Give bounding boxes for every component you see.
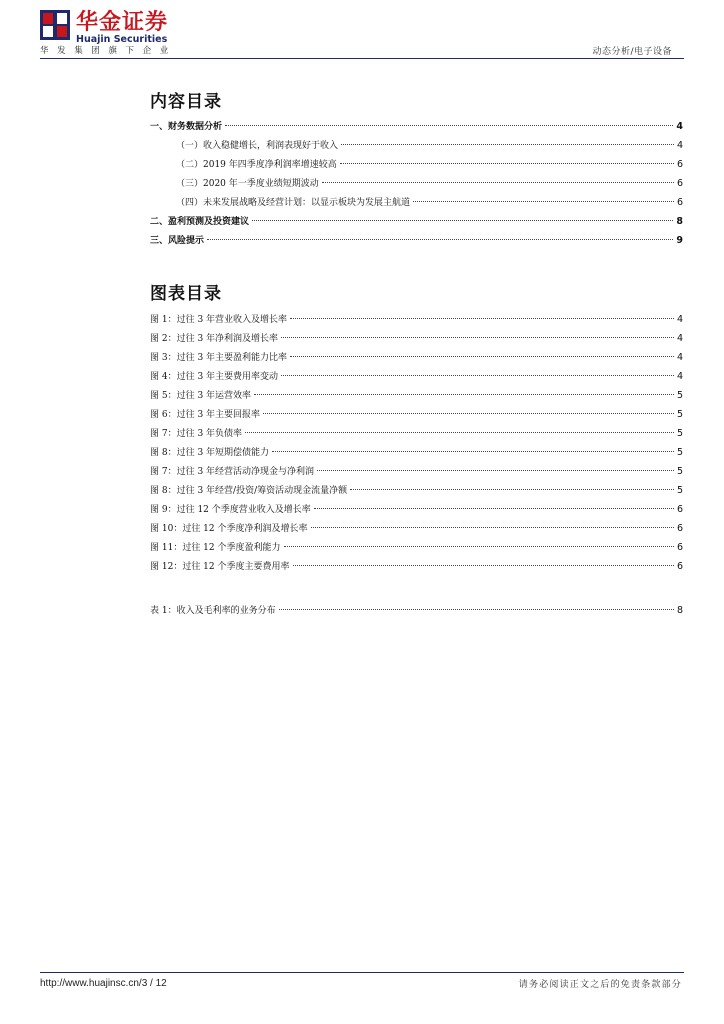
figure-entry-title: 图 1：过往 3 年营业收入及增长率: [150, 315, 288, 325]
toc-entry-1-1[interactable]: [150, 136, 683, 155]
figure-entry[interactable]: [150, 405, 683, 424]
toc-entry-title: （四）未来发展战略及经营计划：以显示板块为发展主航道: [176, 198, 411, 208]
figure-entry-title: 图 5：过往 3 年运营效率: [150, 391, 252, 401]
table-list: [150, 601, 683, 620]
dot-leader: [290, 318, 674, 319]
toc-entry-page: 4: [676, 121, 683, 132]
figure-entry-page: 5: [676, 428, 683, 439]
toc-entry-title: 三、风险提示: [150, 236, 205, 246]
figure-entry-page: 4: [676, 314, 683, 325]
dot-leader: [281, 375, 674, 376]
figure-entry-title: 图 8：过往 3 年短期偿债能力: [150, 448, 270, 458]
figure-entry[interactable]: [150, 443, 683, 462]
logo-chinese-name: 华金证券: [76, 10, 169, 35]
table-entry-title: 表 1：收入及毛利率的业务分布: [150, 606, 276, 616]
toc-entry-1-2[interactable]: [150, 155, 683, 174]
dot-leader: [281, 337, 674, 338]
dot-leader: [311, 527, 674, 528]
figure-entry-page: 5: [676, 466, 683, 477]
footer-divider: [40, 972, 684, 973]
figure-entry[interactable]: [150, 329, 683, 348]
dot-leader: [207, 239, 673, 240]
toc-entry-1[interactable]: [150, 117, 683, 136]
figure-entry[interactable]: [150, 310, 683, 329]
toc-entry-3[interactable]: [150, 231, 683, 250]
dot-leader: [263, 413, 674, 414]
toc-entry-1-3[interactable]: [150, 174, 683, 193]
figure-entry[interactable]: [150, 519, 683, 538]
figures-heading: 图表目录: [150, 284, 222, 304]
dot-leader: [284, 546, 674, 547]
figure-entry[interactable]: [150, 481, 683, 500]
figure-entry[interactable]: [150, 500, 683, 519]
dot-leader: [350, 489, 674, 490]
dot-leader: [340, 163, 674, 164]
toc-entry-page: 6: [676, 159, 683, 170]
figure-entry-page: 5: [676, 485, 683, 496]
figure-entry-title: 图 12：过往 12 个季度主要费用率: [150, 562, 290, 572]
figure-list: [150, 310, 683, 576]
toc-entry-title: （二）2019 年四季度净利润率增速较高: [176, 160, 337, 170]
figure-entry-title: 图 9：过往 12 个季度营业收入及增长率: [150, 505, 311, 515]
group-tagline: 华发集团旗下企业: [40, 46, 177, 56]
figure-entry-title: 图 8：过往 3 年经营/投资/筹资活动现金流量净额: [150, 486, 348, 496]
logo-english-name: Huajin Securities: [76, 34, 168, 45]
figure-entry-title: 图 7：过往 3 年经营活动净现金与净利润: [150, 467, 315, 477]
figure-entry-title: 图 7：过往 3 年负债率: [150, 429, 243, 439]
figure-entry-page: 4: [676, 371, 683, 382]
figure-entry[interactable]: [150, 557, 683, 576]
figure-entry-page: 5: [676, 390, 683, 401]
header-divider: [40, 58, 684, 59]
dot-leader: [290, 356, 674, 357]
dot-leader: [322, 182, 674, 183]
figure-entry-page: 6: [676, 542, 683, 553]
toc-heading: 内容目录: [150, 92, 222, 112]
toc-entry-title: 一、财务数据分析: [150, 122, 223, 132]
figure-entry[interactable]: [150, 367, 683, 386]
dot-leader: [293, 565, 674, 566]
figure-entry[interactable]: [150, 348, 683, 367]
toc-entry-page: 6: [676, 178, 683, 189]
figure-entry-page: 6: [676, 561, 683, 572]
figure-entry-page: 4: [676, 333, 683, 344]
dot-leader: [252, 220, 673, 221]
toc-entry-title: 二、盈利预测及投资建议: [150, 217, 250, 227]
dot-leader: [272, 451, 674, 452]
figure-entry-page: 5: [676, 447, 683, 458]
toc-entry-page: 9: [676, 235, 683, 246]
figure-entry-page: 6: [676, 523, 683, 534]
dot-leader: [254, 394, 674, 395]
figure-entry[interactable]: [150, 386, 683, 405]
dot-leader: [413, 201, 674, 202]
figure-entry[interactable]: [150, 424, 683, 443]
toc-entry-title: （三）2020 年一季度业绩短期波动: [176, 179, 319, 189]
dot-leader: [341, 144, 674, 145]
figure-entry-title: 图 11：过往 12 个季度盈利能力: [150, 543, 281, 553]
figure-entry-page: 5: [676, 409, 683, 420]
report-type-label: 动态分析/电子设备: [592, 47, 672, 57]
huajin-logo-icon: [40, 10, 70, 40]
figure-entry-page: 4: [676, 352, 683, 363]
dot-leader: [317, 470, 674, 471]
dot-leader: [279, 609, 674, 610]
toc-entry-page: 8: [676, 216, 683, 227]
table-entry[interactable]: [150, 601, 683, 620]
table-entry-page: 8: [676, 605, 683, 616]
figure-entry-title: 图 3：过往 3 年主要盈利能力比率: [150, 353, 288, 363]
disclaimer-note: 请务必阅读正文之后的免责条款部分: [518, 980, 682, 990]
figure-entry[interactable]: [150, 462, 683, 481]
figure-entry-page: 6: [676, 504, 683, 515]
dot-leader: [225, 125, 673, 126]
figure-entry-title: 图 6：过往 3 年主要回报率: [150, 410, 261, 420]
figure-entry-title: 图 4：过往 3 年主要费用率变动: [150, 372, 279, 382]
toc-list: [150, 117, 683, 250]
toc-entry-title: （一）收入稳健增长，利润表现好于收入: [176, 141, 339, 151]
toc-entry-page: 4: [676, 140, 683, 151]
figure-entry-title: 图 2：过往 3 年净利润及增长率: [150, 334, 279, 344]
toc-entry-1-4[interactable]: [150, 193, 683, 212]
figure-entry-title: 图 10：过往 12 个季度净利润及增长率: [150, 524, 308, 534]
dot-leader: [245, 432, 674, 433]
figure-entry[interactable]: [150, 538, 683, 557]
dot-leader: [314, 508, 674, 509]
footer-url-page-number[interactable]: http://www.huajinsc.cn/3 / 12: [40, 978, 167, 989]
toc-entry-2[interactable]: [150, 212, 683, 231]
toc-entry-page: 6: [676, 197, 683, 208]
